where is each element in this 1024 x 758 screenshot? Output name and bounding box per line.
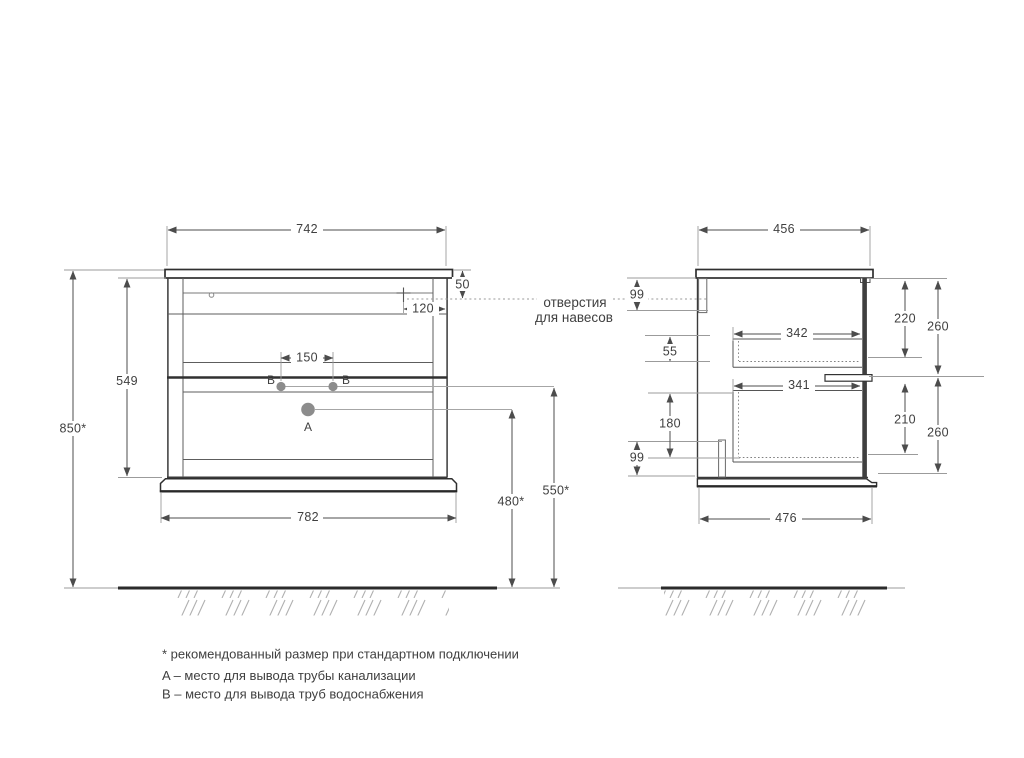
ground-right [618,588,905,616]
dim-55: 55 [662,344,678,359]
side-hanger-rail-bottom [719,440,726,477]
legend-note-recommended: * рекомендованный размер при стандартном подключении [162,646,519,662]
dim-220: 220 [894,311,916,326]
dim-456: 456 [773,222,795,236]
dim-260-lower: 260 [927,425,949,440]
dim-99-top: 99 [629,287,645,302]
callout-line1: отверстия [543,295,607,310]
dim-120: 120 [412,301,434,316]
side-drawer-bottom [733,391,862,463]
dim-742: 742 [296,222,318,236]
legend-note-a: A – место для вывода трубы канализации [162,668,416,683]
side-drawer-bottom-dotted [739,392,861,458]
side-hanger-rail-top [699,279,707,313]
dim-342: 342 [786,326,808,340]
point-b-right [328,382,337,391]
dim-180: 180 [659,416,681,431]
dim-782: 782 [297,510,319,524]
legend-note-b: B – место для вывода труб водоснабжения [162,686,424,702]
side-plinth [697,479,876,486]
connection-points [276,382,337,416]
side-drawer-rail [825,375,872,382]
dimension-lines [73,230,938,587]
legend-notes [162,647,519,702]
hanger-hole-right-cross [397,288,411,303]
point-b-left [276,382,285,391]
label-a: A [303,420,313,434]
ground-left [64,588,560,616]
dim-50: 50 [455,277,470,292]
front-plinth [161,479,457,491]
dim-150: 150 [296,350,318,365]
dim-99-bottom: 99 [629,450,645,465]
side-view [696,270,877,487]
dim-260-upper: 260 [927,319,949,334]
callout-line2: для навесов [535,310,613,325]
side-countertop [696,270,873,279]
dim-550: 550* [542,483,570,498]
side-drawer-top-dotted [739,341,861,362]
front-countertop [165,270,453,279]
side-front-panel-upper [862,278,867,375]
side-front-panel-lower [862,381,867,477]
dim-341: 341 [788,378,810,392]
leader-lines [281,387,554,410]
dim-476: 476 [775,511,797,525]
ground-hatch-left [163,591,449,616]
dim-480: 480* [497,494,525,509]
label-b-left: B [266,373,276,387]
point-a [301,403,315,417]
dim-210: 210 [894,412,916,427]
side-drawer-top [733,339,862,367]
ground-hatch-right [664,591,879,616]
label-b-right: B [341,373,351,387]
dim-549: 549 [116,374,138,388]
dim-850: 850* [59,421,87,436]
hanger-holes-callout [535,295,613,325]
